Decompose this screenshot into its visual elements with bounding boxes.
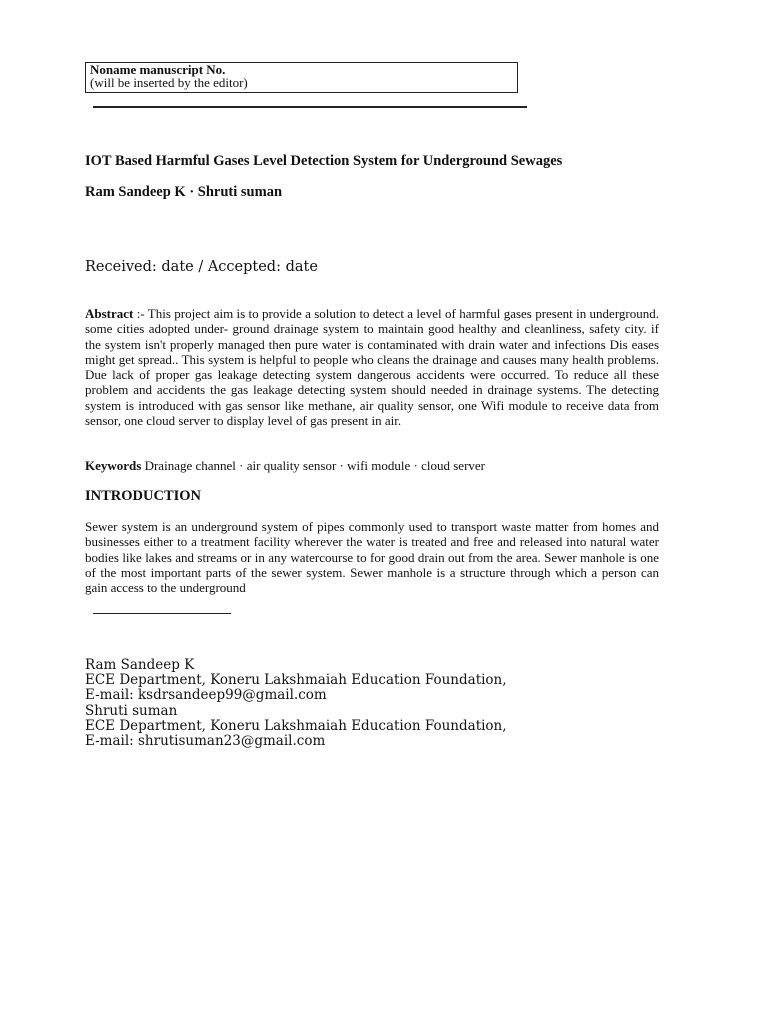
affiliation-author-1-email: E-mail: ksdrsandeep99@gmail.com	[85, 687, 327, 704]
abstract-paragraph	[85, 306, 659, 428]
affiliation-author-1-name: Ram Sandeep K	[85, 657, 195, 673]
affiliation-author-1-department: ECE Department, Koneru Lakshmaiah Education Foundation,	[85, 672, 507, 689]
footnote-divider	[93, 613, 231, 614]
affiliation-author-2-name: Shruti suman	[85, 702, 178, 719]
editor-note: (will be inserted by the editor)	[90, 75, 248, 90]
author-affiliations	[85, 658, 507, 749]
introduction-heading: INTRODUCTION	[85, 488, 202, 504]
keywords-text: Drainage channel · air quality sensor · wifi module · cloud server	[141, 458, 485, 473]
keywords-line	[85, 458, 659, 474]
abstract-text: :- This project aim is to provide a solution to detect a level of harmful gases present in underground. some cities adopted under- ground drainage system to maintain good healthy and cleanliness, safety city. if the system isn't properly managed then pure water is contaminated with drain water and infections Dis eases might get spread.. This system is helpful to people who cleans the drainage and causes many health problems. Due lack of proper gas leakage detecting system dangerous accidents were occurred. To reduce all these problem and accidents the gas leakage detecting system should needed in drainage systems. The detecting system is introduced with gas sensor like methane, air quality sensor, one Wifi module to receive data from sensor, one cloud server to display level of gas present in air.	[85, 306, 659, 429]
introduction-paragraph: Sewer system is an underground system of pipes commonly used to transport waste matter from homes and businesses either to a treatment facility wherever the water is treated and free and released into natural water bodies like lakes and streams or in any watercourse to for good drain out from the area. Sewer manhole is one of the most important parts of the sewer system. Sewer manhole is a structure through which a person can gain access to the underground	[85, 519, 659, 596]
header-divider	[93, 106, 527, 108]
affiliation-author-2-email: E-mail: shrutisuman23@gmail.com	[85, 733, 326, 750]
submission-dates: Received: date / Accepted: date	[85, 259, 318, 275]
paper-title: IOT Based Harmful Gases Level Detection System for Underground Sewages	[85, 153, 563, 169]
abstract-label: Abstract	[85, 306, 134, 321]
keywords-label: Keywords	[85, 458, 142, 473]
manuscript-number-label: Noname manuscript No.	[90, 62, 226, 77]
author-list: Ram Sandeep K · Shruti suman	[85, 184, 283, 200]
affiliation-author-2-department: ECE Department, Koneru Lakshmaiah Education Foundation,	[85, 717, 507, 734]
manuscript-number-box	[85, 62, 518, 93]
